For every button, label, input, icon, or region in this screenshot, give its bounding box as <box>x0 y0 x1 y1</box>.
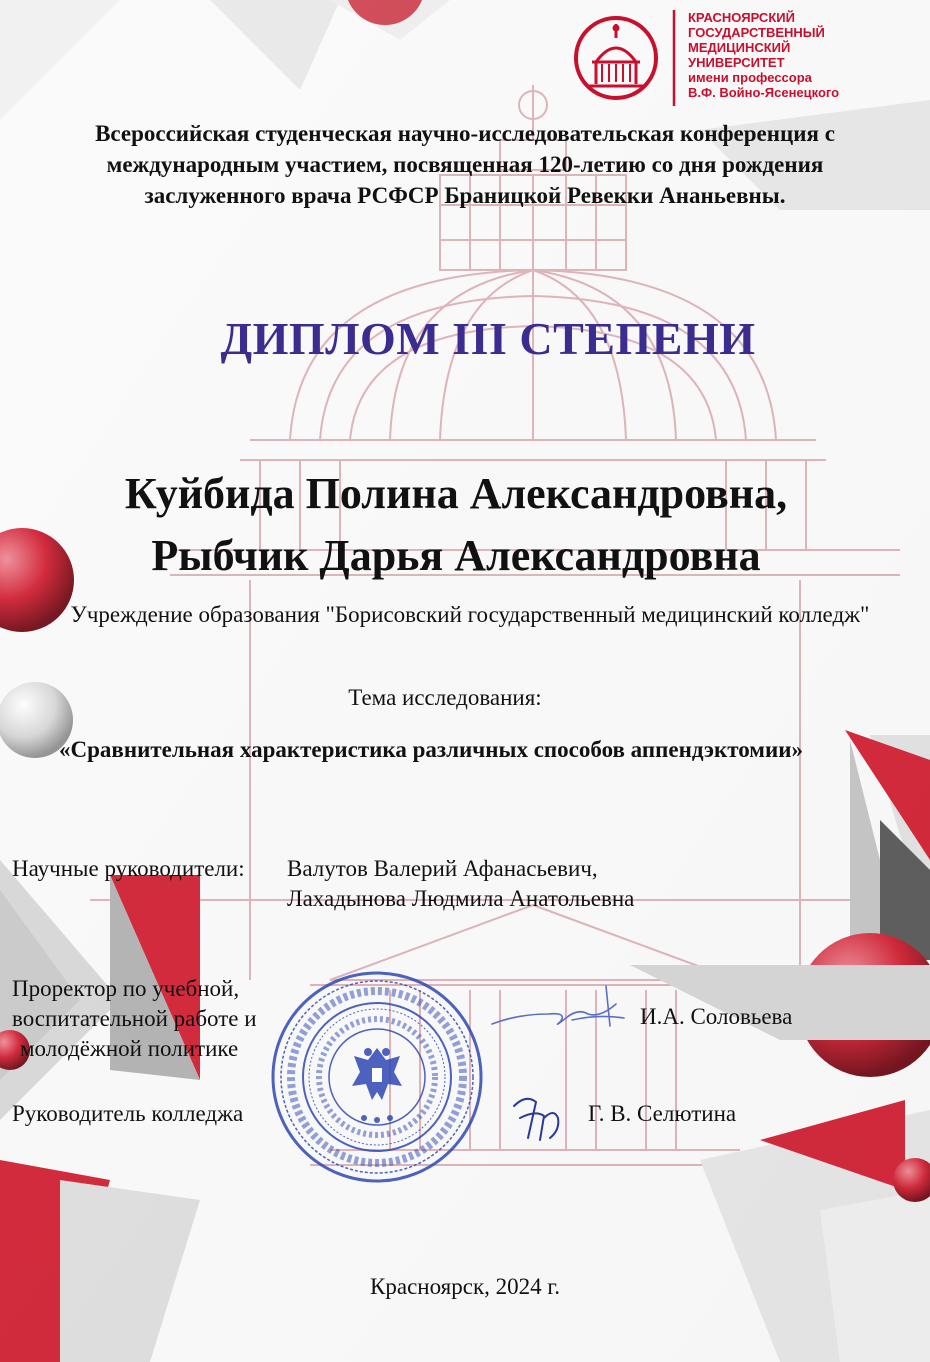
college-head-name: Г. В. Селютина <box>588 1101 737 1126</box>
eagle-emblem-icon <box>352 1048 402 1100</box>
official-stamp <box>268 968 486 1186</box>
university-name <box>688 10 839 100</box>
conference-line: международным участием, посвященная 120-летию со дня рождения <box>106 152 824 177</box>
prorector-name: И.А. Соловьева <box>640 1004 793 1029</box>
conference-title <box>0 118 930 211</box>
prorector-title <box>12 974 257 1064</box>
recipient-name: Рыбчик Дарья Александровна <box>151 531 761 580</box>
logo-line: имени профессора <box>688 70 812 85</box>
institution: Учреждение образования "Борисовский государственный медицинский колледж" <box>70 602 870 627</box>
college-head-title: Руководитель колледжа <box>12 1101 244 1126</box>
conference-line: заслуженного врача РСФСР Браницкой Ревекки Ананьевны. <box>144 183 786 208</box>
logo-line: МЕДИЦИНСКИЙ <box>688 40 791 55</box>
logo-line: ГОСУДАРСТВЕННЫЙ <box>688 25 825 40</box>
prorector-title-line: воспитательной работе и <box>12 1006 257 1031</box>
supervisor-name: Лахадынова Людмила Анатольевна <box>287 886 635 911</box>
university-building-emblem <box>576 18 656 98</box>
logo-line: УНИВЕРСИТЕТ <box>688 55 785 70</box>
logo-line: КРАСНОЯРСКИЙ <box>688 10 795 25</box>
prorector-title-line: Проректор по учебной, <box>12 976 240 1001</box>
recipient-name: Куйбида Полина Александровна, <box>124 469 788 518</box>
conference-line: Всероссийская студенческая научно-исследовательская конференция с <box>95 121 835 146</box>
topic-label: Тема исследования: <box>348 685 542 710</box>
recipients <box>0 463 912 587</box>
diploma-title: ДИПЛОМ III СТЕПЕНИ <box>220 313 756 364</box>
prorector-signature <box>488 984 628 1034</box>
supervisor-name: Валутов Валерий Афанасьевич, <box>287 856 598 881</box>
topic-text: «Сравнительная характеристика различных способов аппендэктомии» <box>59 737 803 762</box>
prorector-title-line: молодёжной политике <box>20 1036 239 1061</box>
logo-line: В.Ф. Войно-Ясенецкого <box>688 85 840 100</box>
college-head-signature <box>506 1088 566 1148</box>
supervisors-label: Научные руководители: <box>12 856 245 881</box>
place-date: Красноярск, 2024 г. <box>370 1274 560 1299</box>
